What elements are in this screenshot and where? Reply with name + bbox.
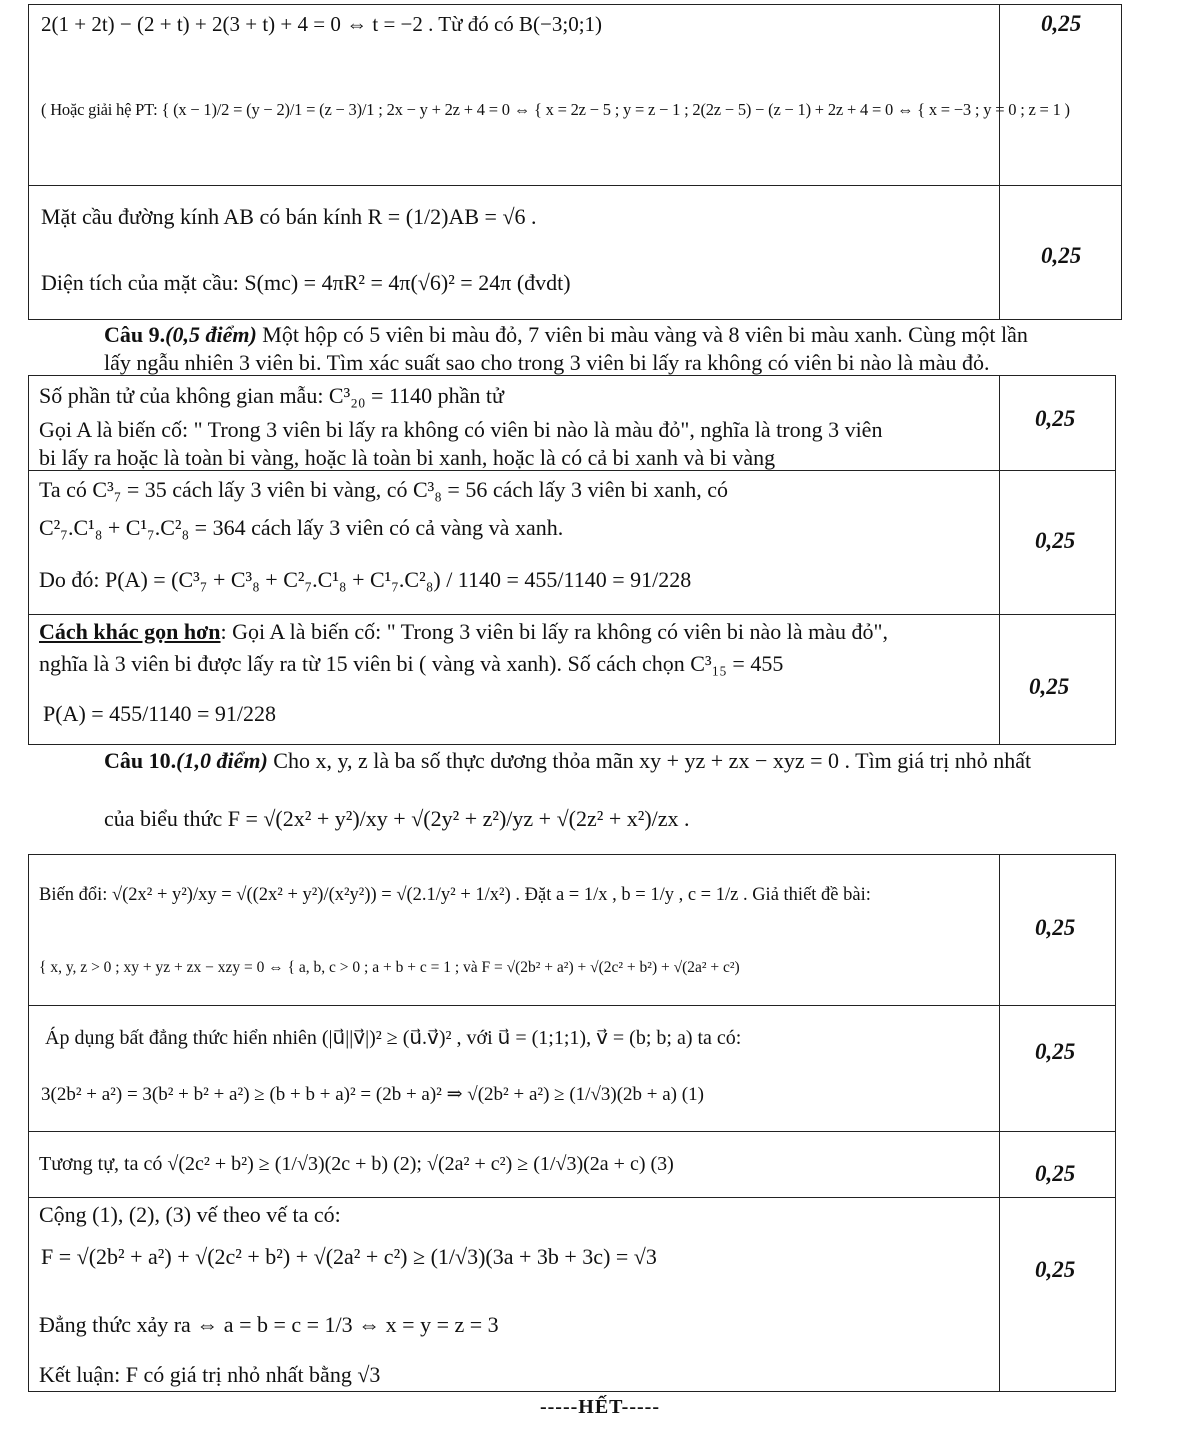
question-9-line2: lấy ngẫu nhiên 3 viên bi. Tìm xác suất sao cho trong 3 viên bi lấy ra không có viên bi nào là màu đỏ.: [104, 350, 990, 375]
question-10-line1: [104, 748, 1031, 773]
solution-line: Do đó: P(A) = (C³₇ + C³₈ + C²₇.C¹₈ + C¹₇.C²₈) / 1140 = 455/1140 = 91/228: [39, 567, 692, 592]
solution-line: Kết luận: F có giá trị nhỏ nhất bằng √3: [39, 1362, 381, 1387]
score-label: 0,25: [1035, 528, 1076, 553]
solution-line: Cộng (1), (2), (3) vế theo vế ta có:: [39, 1202, 341, 1227]
question-label: Câu 10.: [104, 748, 177, 773]
score-label: 0,25: [1029, 674, 1070, 699]
row-divider: [29, 1197, 1115, 1198]
row-divider: [29, 1005, 1115, 1006]
solution-line: Biến đổi: √(2x² + y²)/xy = √((2x² + y²)/(x²y²)) = √(2.1/y² + 1/x²) . Đặt a = 1/x , b = 1/y , c = 1/z . Giả thiết đề bài:: [39, 885, 871, 905]
solution-line: C²₇.C¹₈ + C¹₇.C²₈ = 364 cách lấy 3 viên có cả vàng và xanh.: [39, 515, 564, 540]
answer-table-q10: [28, 854, 1116, 1392]
score-label: 0,25: [1041, 11, 1082, 36]
question-text: Một hộp có 5 viên bi màu đỏ, 7 viên bi màu vàng và 8 viên bi màu xanh. Cùng một lần: [256, 322, 1028, 347]
answer-table-q9: [28, 375, 1116, 745]
solution-line: ( Hoặc giải hệ PT: { (x − 1)/2 = (y − 2)/1 = (z − 3)/1 ; 2x − y + 2z + 4 = 0 ⇔ { x = 2z − 5 ; y = z − 1 ; 2(2z − 5) − (z − 1) + 2z + 4 = 0 ⇔ { x = −3 ; y = 0 ; z = 1 ): [41, 100, 1070, 119]
solution-line: 2(1 + 2t) − (2 + t) + 2(3 + t) + 4 = 0 ⇔ t = −2 . Từ đó có B(−3;0;1): [41, 12, 603, 36]
question-label: Câu 9.: [104, 322, 166, 347]
score-label: 0,25: [1041, 243, 1082, 268]
question-9-line1: [104, 322, 1028, 347]
solution-line: 3(2b² + a²) = 3(b² + b² + a²) ≥ (b + b + a)² = (2b + a)² ⇒ √(2b² + a²) ≥ (1/√3)(2b + a) (1): [41, 1084, 704, 1105]
question-10-line2: của biểu thức F = √(2x² + y²)/xy + √(2y² + z²)/yz + √(2z² + x²)/zx .: [104, 806, 690, 831]
solution-line: Gọi A là biến cố: " Trong 3 viên bi lấy ra không có viên bi nào là màu đỏ", nghĩa là trong 3 viên: [39, 417, 883, 442]
solution-line: Ta có C³₇ = 35 cách lấy 3 viên bi vàng, có C³₈ = 56 cách lấy 3 viên bi xanh, có: [39, 477, 729, 502]
solution-line: Số phần tử của không gian mẫu: C³₂₀ = 1140 phần tử: [39, 383, 504, 408]
score-divider: [999, 376, 1000, 744]
solution-line: Đẳng thức xảy ra ⇔ a = b = c = 1/3 ⇔ x = y = z = 3: [39, 1312, 499, 1337]
score-label: 0,25: [1035, 915, 1076, 940]
solution-line: F = √(2b² + a²) + √(2c² + b²) + √(2a² + c²) ≥ (1/√3)(3a + 3b + 3c) = √3: [41, 1244, 657, 1269]
score-label: 0,25: [1035, 1257, 1076, 1282]
row-divider: [29, 185, 1121, 186]
score-label: 0,25: [1035, 1039, 1076, 1064]
score-label: 0,25: [1035, 406, 1076, 431]
score-divider: [999, 5, 1000, 319]
row-divider: [29, 1131, 1115, 1132]
end-marker: -----HẾT-----: [539, 1396, 660, 1418]
solution-line: Áp dụng bất đẳng thức hiển nhiên (|u⃗||v⃗|)² ≥ (u⃗.v⃗)² , với u⃗ = (1;1;1), v⃗ = (b; b; a) ta có:: [45, 1027, 742, 1049]
question-points: (0,5 điểm): [165, 322, 257, 347]
solution-line: [39, 620, 888, 644]
row-divider: [29, 614, 1115, 615]
solution-line: Tương tự, ta có √(2c² + b²) ≥ (1/√3)(2c + b) (2); √(2a² + c²) ≥ (1/√3)(2a + c) (3): [39, 1153, 674, 1175]
solution-line: { x, y, z > 0 ; xy + yz + zx − xzy = 0 ⇔ { a, b, c > 0 ; a + b + c = 1 ; và F = √(2b² + a²) + √(2c² + b²) + √(2a² + c²): [39, 959, 740, 976]
solution-line: P(A) = 455/1140 = 91/228: [43, 701, 276, 726]
question-text: Cho x, y, z là ba số thực dương thỏa mãn xy + yz + zx − xyz = 0 . Tìm giá trị nhỏ nhất: [267, 748, 1032, 773]
question-points: (1,0 điểm): [176, 748, 268, 773]
solution-text: : Gọi A là biến cố: " Trong 3 viên bi lấy ra không có viên bi nào là màu đỏ",: [220, 619, 889, 644]
answer-table-1: [28, 4, 1122, 320]
score-divider: [999, 855, 1000, 1391]
solution-line: Diện tích của mặt cầu: S(mc) = 4πR² = 4π(√6)² = 24π (đvdt): [41, 270, 571, 295]
solution-line: nghĩa là 3 viên bi được lấy ra từ 15 viên bi ( vàng và xanh). Số cách chọn C³₁₅ = 455: [39, 651, 784, 676]
score-label: 0,25: [1035, 1161, 1076, 1186]
alt-method-heading: Cách khác gọn hơn: [39, 619, 221, 644]
solution-line: bi lấy ra hoặc là toàn bi vàng, hoặc là toàn bi xanh, hoặc là có cả bi xanh và bi vàng: [39, 445, 776, 470]
solution-line: Mặt cầu đường kính AB có bán kính R = (1/2)AB = √6 .: [41, 204, 537, 229]
